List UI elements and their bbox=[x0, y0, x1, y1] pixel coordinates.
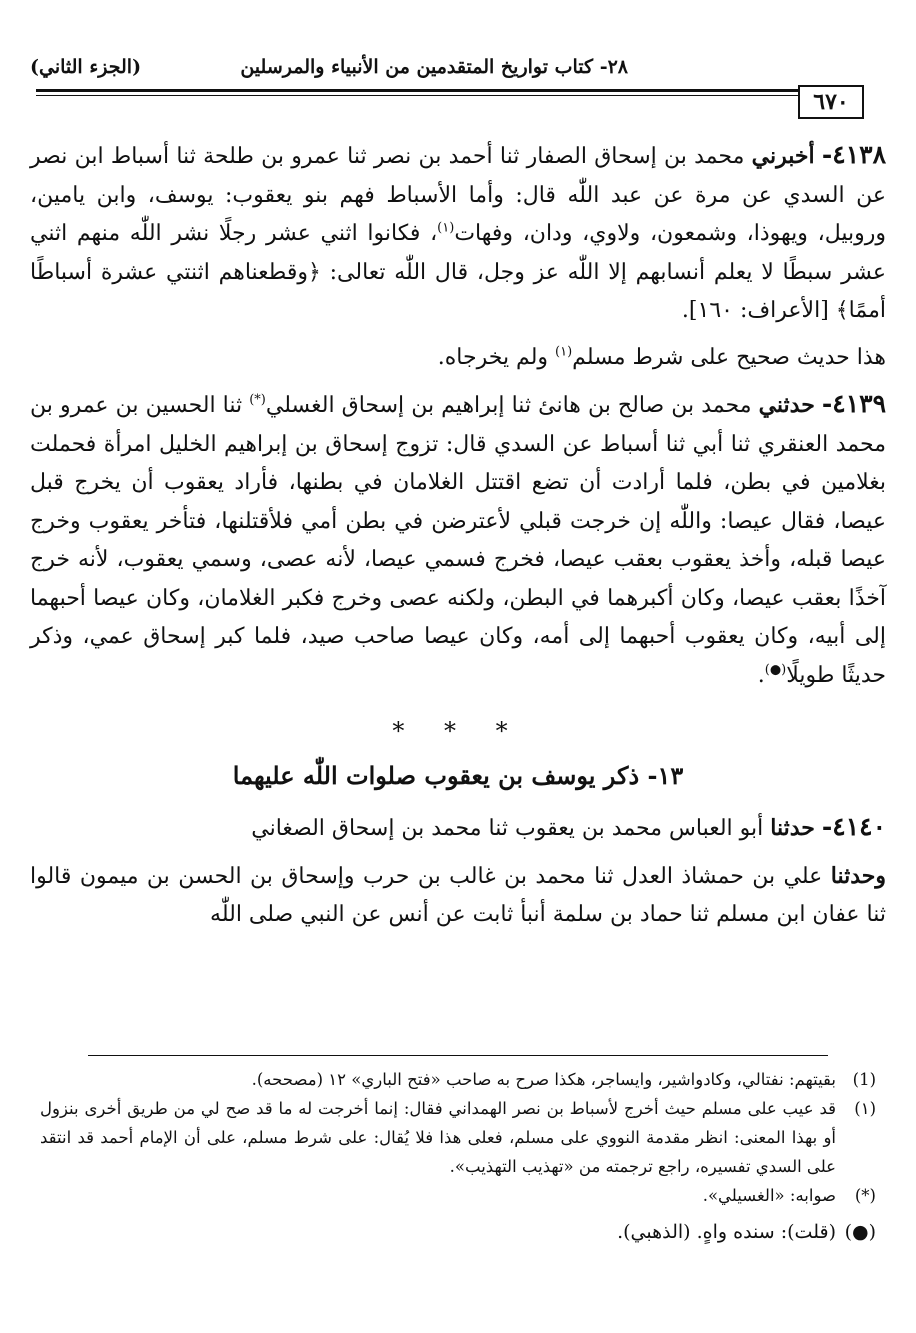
hadith-paragraph bbox=[30, 136, 886, 331]
hadith-paragraph bbox=[30, 385, 886, 695]
transmission-word: وحدثنا bbox=[830, 862, 886, 889]
hadith-text-cont: ، فكانوا اثني عشر رجلًا نشر اللّٰه منهم اثني عشر سبطًا لا يعلم أنسابهم إلا اللّٰه عز وجل، قال اللّٰه تعالى: ﴿وقطعناهم اثنتي عشرة أسباطًا أممًا﴾ [الأعراف: ١٦٠]. bbox=[30, 221, 886, 323]
footnote bbox=[40, 1065, 876, 1094]
hadith-text: علي بن حمشاذ العدل ثنا محمد بن غالب بن حرب وإسحاق بن الحسن بن ميمون قالوا ثنا عفان ابن مسلم ثنا حماد بن سلمة أنبأ ثابت عن أنس عن النبي صلى اللّٰه bbox=[30, 863, 886, 927]
hadith-number: ٤١٣٩- bbox=[821, 389, 886, 418]
footnote bbox=[40, 1181, 876, 1210]
running-header bbox=[30, 52, 886, 92]
transmission-word: حدثنا bbox=[770, 815, 815, 841]
footnote bbox=[40, 1218, 876, 1247]
page-number: ٦٧٠ bbox=[798, 85, 864, 119]
footnote-text: صوابه: «الغسيلي». bbox=[702, 1186, 836, 1205]
footnote-text: (قلت): سنده واهٍ. (الذهبي). bbox=[617, 1221, 836, 1243]
footnote-divider bbox=[88, 1055, 828, 1056]
footnote-ref[interactable]: (●) bbox=[764, 662, 787, 678]
chapter-heading: ١٣- ذكر يوسف بن يعقوب صلوات اللّٰه عليهما bbox=[232, 761, 684, 790]
footnote-text: قد عيب على مسلم حيث أخرج لأسباط بن نصر الهمداني فقال: إنما أخرجت له ما قد صح لي من طريق أخرى بنزول أو بهذا المعنى: انظر مقدمة النووي على مسلم، فعلى هذا فلا يُقال: على شرط مسلم، على أن الإمام أحمد قد انتقد على السدي تفسيره، راجع ترجمته من «تهذيب التهذيب». bbox=[40, 1099, 836, 1176]
hadith-text-cont: ثنا الحسين بن عمرو بن محمد العنقري ثنا أبي ثنا أسباط عن السدي قال: تزوج إسحاق بن إبراهيم الخليل امرأة فحملت بغلامين في بطن، فلما أرادت أن تضع اقتتل الغلامان في بطنها، فأراد يعقوب أن يخرج قبل عيصا، فقال عيصا: واللّٰه إن خرجت قبلي لأعترضن في بطن أمي فلأقتلنها، فتأخر يعقوب وخرج عيصا قبله، وأخذ يعقوب بعقب عيصا، فخرج فسمي عيصا، لأنه عصى، وسمي يعقوب، لأنه خرج آخذًا بعقب عيصا، وكان أكبرهما في البطن، ولكنه عصى وخرج فكبر الغلامان، وكان عيصا أحبهما إلى أبيه، وكان يعقوب أحبهما إلى أمه، وكان عيصا صاحب صيد، فلما كبر إسحاق عمي، وذكر حديثًا طويلًا bbox=[30, 393, 886, 688]
footnote-mark: (●) bbox=[844, 1221, 876, 1243]
transmission-word: أخبرني bbox=[751, 143, 815, 169]
header-rule-thick bbox=[36, 89, 864, 92]
hadith-text: محمد بن صالح بن هانئ ثنا إبراهيم بن إسحاق الغسلي bbox=[265, 393, 752, 418]
footnote-ref[interactable]: (١) bbox=[437, 220, 455, 236]
footnote bbox=[40, 1094, 876, 1181]
footnote-ref[interactable]: (١) bbox=[555, 344, 573, 360]
transmission-word: حدثني bbox=[758, 392, 815, 418]
header-rule-thin bbox=[36, 95, 864, 96]
volume-part: (الجزء الثاني) bbox=[30, 56, 142, 78]
footnote-text: بقيتهم: نفتالي، وكادواشير، وايساجر، هكذا صرح به صاحب «فتح الباري» ١٢ (مصححه). bbox=[251, 1070, 836, 1089]
main-text bbox=[30, 136, 886, 935]
book-title: ٢٨- كتاب تواريخ المتقدمين من الأنبياء والمرسلين bbox=[240, 56, 628, 78]
grading-text: هذا حديث صحيح على شرط مسلم bbox=[572, 344, 886, 370]
footnote-mark: (١) bbox=[854, 1099, 876, 1118]
hadith-number: ٤١٣٨- bbox=[821, 140, 887, 169]
footnote-mark: (1) bbox=[852, 1070, 876, 1089]
hadith-number: ٤١٤٠- bbox=[821, 812, 886, 841]
hadith-paragraph bbox=[30, 857, 886, 935]
hadith-text-end: . bbox=[757, 662, 765, 688]
hadith-paragraph bbox=[30, 808, 886, 849]
footnotes bbox=[40, 1065, 876, 1247]
footnote-ref[interactable]: (*) bbox=[249, 392, 266, 408]
footnote-mark: (*) bbox=[854, 1186, 876, 1205]
grading-paragraph bbox=[30, 339, 886, 378]
hadith-text: محمد بن إسحاق الصفار ثنا أحمد بن نصر ثنا عمرو بن طلحة ثنا أسباط ابن نصر عن السدي عن مرة عن عبد اللّٰه قال: وأما الأسباط فهم بنو يعقوب: يوسف، وابن يامين، وروبيل، ويهوذا، وشمعون، ولاوي، ودان، وفهات bbox=[30, 144, 886, 246]
hadith-text: أبو العباس محمد بن يعقوب ثنا محمد بن إسحاق الصغاني bbox=[251, 816, 764, 841]
section-separator: * * * bbox=[392, 717, 524, 745]
grading-text-cont: ولم يخرجاه. bbox=[437, 344, 556, 370]
